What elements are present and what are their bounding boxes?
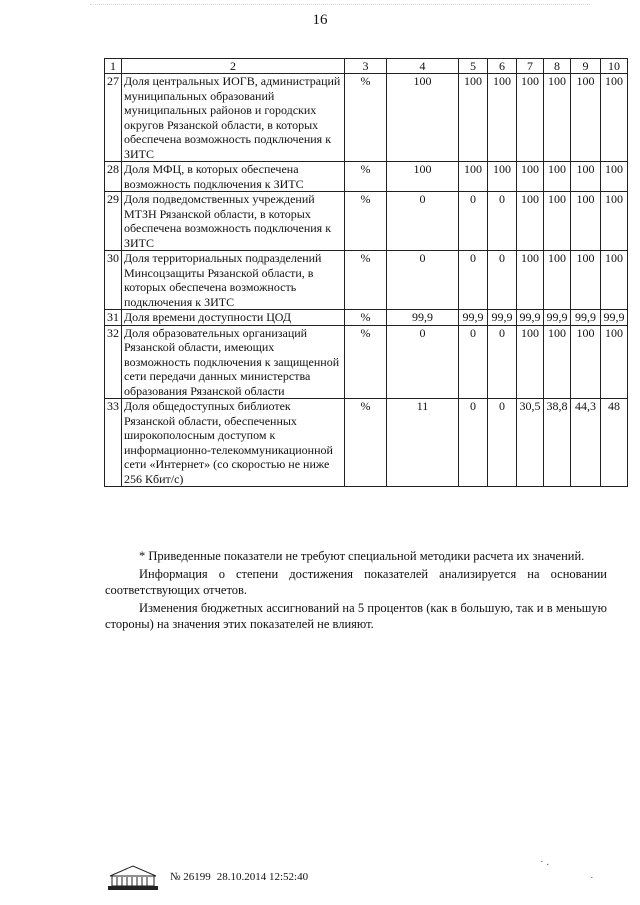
header-cell: 5 [459, 59, 488, 74]
value-cell: 100 [387, 162, 459, 192]
value-cell: 0 [488, 251, 517, 310]
table-row [105, 399, 628, 487]
value-cell: 99,9 [459, 310, 488, 326]
table-header-row [105, 59, 628, 74]
value-cell: 100 [544, 325, 571, 399]
value-cell: 11 [387, 399, 459, 487]
unit-cell: % [345, 162, 387, 192]
value-cell: 99,9 [517, 310, 544, 326]
table-row [105, 251, 628, 310]
value-cell: 100 [459, 74, 488, 162]
value-cell: 100 [544, 192, 571, 251]
value-cell: 99,9 [601, 310, 628, 326]
value-cell: 100 [571, 325, 601, 399]
value-cell: 100 [571, 162, 601, 192]
header-cell: 7 [517, 59, 544, 74]
row-number: 27 [105, 74, 122, 162]
header-cell: 6 [488, 59, 517, 74]
notes-section [105, 548, 607, 634]
value-cell: 100 [544, 162, 571, 192]
value-cell: 99,9 [571, 310, 601, 326]
header-cell: 10 [601, 59, 628, 74]
value-cell: 100 [601, 162, 628, 192]
value-cell: 100 [459, 162, 488, 192]
value-cell: 100 [517, 192, 544, 251]
indicator-name: Доля общедоступных библиотек Рязанской области, обеспеченных широкополосным доступом к информационно-телекоммуникационной сети «Интернет» (со скоростью не ниже 256 Кбит/с) [122, 399, 345, 487]
value-cell: 100 [571, 74, 601, 162]
indicator-name: Доля территориальных подразделений Минсоцзащиты Рязанской области, в которых обеспечена возможность подключения к ЗИТС [122, 251, 345, 310]
value-cell: 100 [488, 162, 517, 192]
scan-artifact: · . [540, 856, 550, 868]
table-row [105, 310, 628, 326]
value-cell: 0 [387, 325, 459, 399]
header-cell: 9 [571, 59, 601, 74]
page-number: 16 [312, 12, 328, 28]
table-row [105, 325, 628, 399]
value-cell: 0 [459, 325, 488, 399]
row-number: 33 [105, 399, 122, 487]
indicator-name: Доля образовательных организаций Рязанской области, имеющих возможность подключения к защищенной сети передачи данных министерства образования Рязанской области [122, 325, 345, 399]
value-cell: 100 [517, 162, 544, 192]
unit-cell: % [345, 74, 387, 162]
row-number: 31 [105, 310, 122, 326]
value-cell: 0 [459, 399, 488, 487]
value-cell: 100 [517, 325, 544, 399]
value-cell: 100 [571, 192, 601, 251]
value-cell: 0 [387, 192, 459, 251]
value-cell: 30,5 [517, 399, 544, 487]
value-cell: 100 [517, 74, 544, 162]
value-cell: 100 [544, 251, 571, 310]
indicators-table [104, 58, 628, 487]
value-cell: 99,9 [387, 310, 459, 326]
table-row [105, 192, 628, 251]
value-cell: 0 [387, 251, 459, 310]
scan-artifact [90, 4, 590, 9]
value-cell: 38,8 [544, 399, 571, 487]
value-cell: 100 [517, 251, 544, 310]
value-cell: 0 [488, 192, 517, 251]
unit-cell: % [345, 325, 387, 399]
value-cell: 100 [571, 251, 601, 310]
value-cell: 0 [488, 325, 517, 399]
registration-number: № 26199 [170, 871, 211, 883]
note-paragraph: * Приведенные показатели не требуют специальной методики расчета их значений. [139, 549, 585, 563]
value-cell: 48 [601, 399, 628, 487]
indicator-name: Доля времени доступности ЦОД [122, 310, 345, 326]
value-cell: 0 [488, 399, 517, 487]
registration-datetime: 28.10.2014 12:52:40 [216, 871, 309, 883]
row-number: 29 [105, 192, 122, 251]
document-stamp [104, 862, 308, 892]
header-cell: 3 [345, 59, 387, 74]
header-cell: 1 [105, 59, 122, 74]
table-row [105, 74, 628, 162]
header-cell: 4 [387, 59, 459, 74]
header-cell: 8 [544, 59, 571, 74]
value-cell: 99,9 [488, 310, 517, 326]
table-row [105, 162, 628, 192]
note-paragraph: Информация о степени достижения показателей анализируется на основании соответствующих отчетов. [105, 567, 607, 597]
value-cell: 0 [459, 251, 488, 310]
header-cell: 2 [122, 59, 345, 74]
unit-cell: % [345, 192, 387, 251]
row-number: 32 [105, 325, 122, 399]
value-cell: 100 [488, 74, 517, 162]
value-cell: 100 [601, 192, 628, 251]
value-cell: 100 [544, 74, 571, 162]
row-number: 30 [105, 251, 122, 310]
value-cell: 100 [601, 74, 628, 162]
value-cell: 99,9 [544, 310, 571, 326]
unit-cell: % [345, 399, 387, 487]
value-cell: 100 [601, 325, 628, 399]
note-paragraph: Изменения бюджетных ассигнований на 5 процентов (как в большую, так и в меньшую стороны) на значения этих показателей не влияют. [105, 601, 607, 631]
value-cell: 0 [459, 192, 488, 251]
indicator-name: Доля подведомственных учреждений МТЗН Рязанской области, в которых обеспечена возможность подключения к ЗИТС [122, 192, 345, 251]
unit-cell: % [345, 251, 387, 310]
building-logo-icon [104, 862, 162, 892]
value-cell: 100 [387, 74, 459, 162]
row-number: 28 [105, 162, 122, 192]
value-cell: 44,3 [571, 399, 601, 487]
scan-artifact: · [590, 872, 594, 884]
indicator-name: Доля центральных ИОГВ, администраций муниципальных образований муниципальных районов и городских округов Рязанской области, в которых обеспечена возможность подключения к ЗИТС [122, 74, 345, 162]
unit-cell: % [345, 310, 387, 326]
value-cell: 100 [601, 251, 628, 310]
indicator-name: Доля МФЦ, в которых обеспечена возможность подключения к ЗИТС [122, 162, 345, 192]
